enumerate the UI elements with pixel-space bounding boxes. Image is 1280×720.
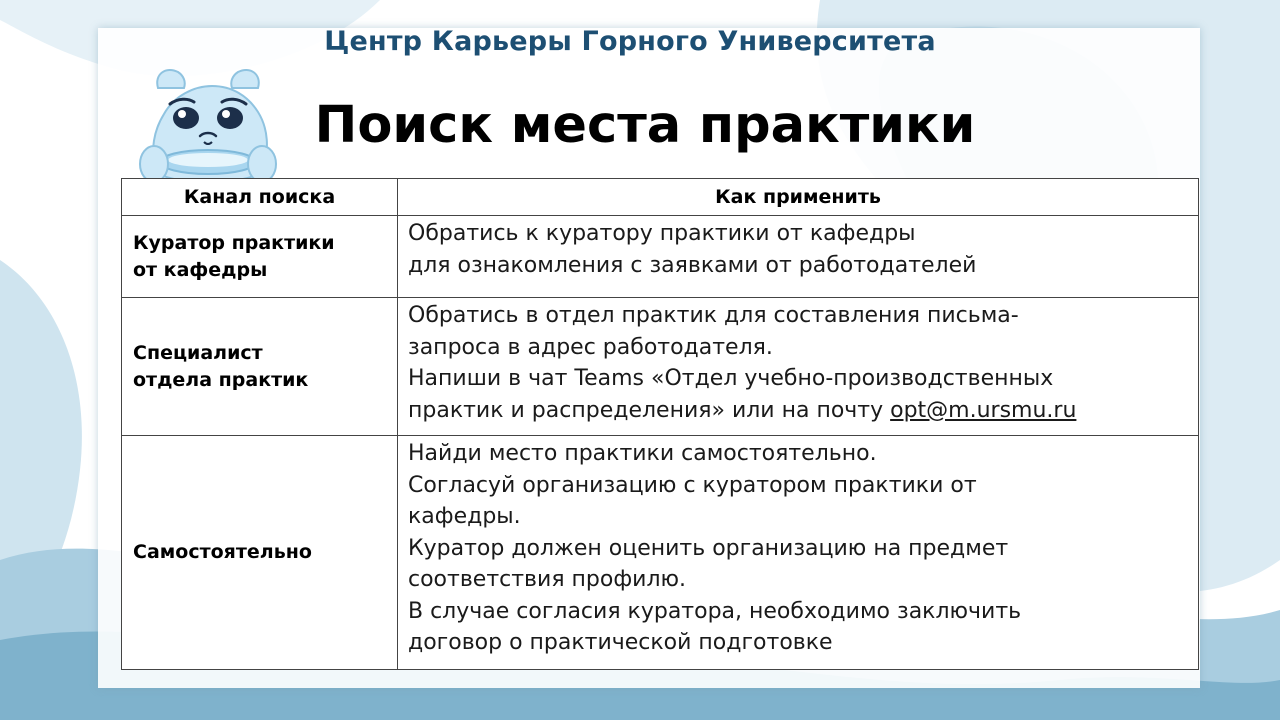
description-line: кафедры. bbox=[408, 504, 521, 529]
description-line bbox=[408, 395, 1190, 427]
description-line: договор о практической подготовке bbox=[408, 630, 833, 655]
table-row bbox=[122, 216, 1199, 298]
channel-label-line: от кафедры bbox=[133, 258, 268, 281]
channel-cell bbox=[122, 436, 398, 670]
description-cell bbox=[398, 298, 1199, 436]
description-line: Обратись в отдел практик для составления письма- bbox=[408, 303, 1019, 328]
channel-label-line: отдела практик bbox=[133, 368, 309, 391]
header-title: Центр Карьеры Горного Университета bbox=[324, 26, 936, 57]
column-header-how-to-apply: Как применить bbox=[398, 179, 1199, 216]
description-line: Куратор должен оценить организацию на предмет bbox=[408, 535, 1009, 561]
channel-label-line: Куратор практики bbox=[133, 231, 335, 254]
description-line: Напиши в чат Teams «Отдел учебно-производственных bbox=[408, 366, 1054, 391]
channel-label-line: Самостоятельно bbox=[133, 541, 312, 563]
column-header-channel: Канал поиска bbox=[122, 179, 398, 216]
page-title: Поиск места практики bbox=[314, 96, 976, 155]
description-line: Обратись к куратору практики от кафедры bbox=[408, 221, 916, 246]
description-line: для ознакомления с заявками от работодателей bbox=[408, 252, 977, 278]
description-cell bbox=[398, 216, 1199, 298]
description-cell bbox=[398, 436, 1199, 670]
channel-cell bbox=[122, 298, 398, 436]
channel-cell bbox=[122, 216, 398, 298]
description-line: Согласуй организацию с куратором практики от bbox=[408, 472, 977, 498]
description-line: Найди место практики самостоятельно. bbox=[408, 441, 877, 466]
table-header-row bbox=[122, 179, 1199, 216]
description-line: соответствия профилю. bbox=[408, 567, 687, 592]
email-link[interactable]: opt@m.ursmu.ru bbox=[890, 397, 1077, 423]
table-row bbox=[122, 298, 1199, 436]
practice-search-table bbox=[121, 178, 1199, 670]
table-row bbox=[122, 436, 1199, 670]
description-line: В случае согласия куратора, необходимо заключить bbox=[408, 598, 1022, 624]
description-text: практик и распределения» или на почту bbox=[408, 397, 891, 423]
channel-label-line: Специалист bbox=[133, 341, 263, 364]
description-line: запроса в адрес работодателя. bbox=[408, 334, 773, 360]
